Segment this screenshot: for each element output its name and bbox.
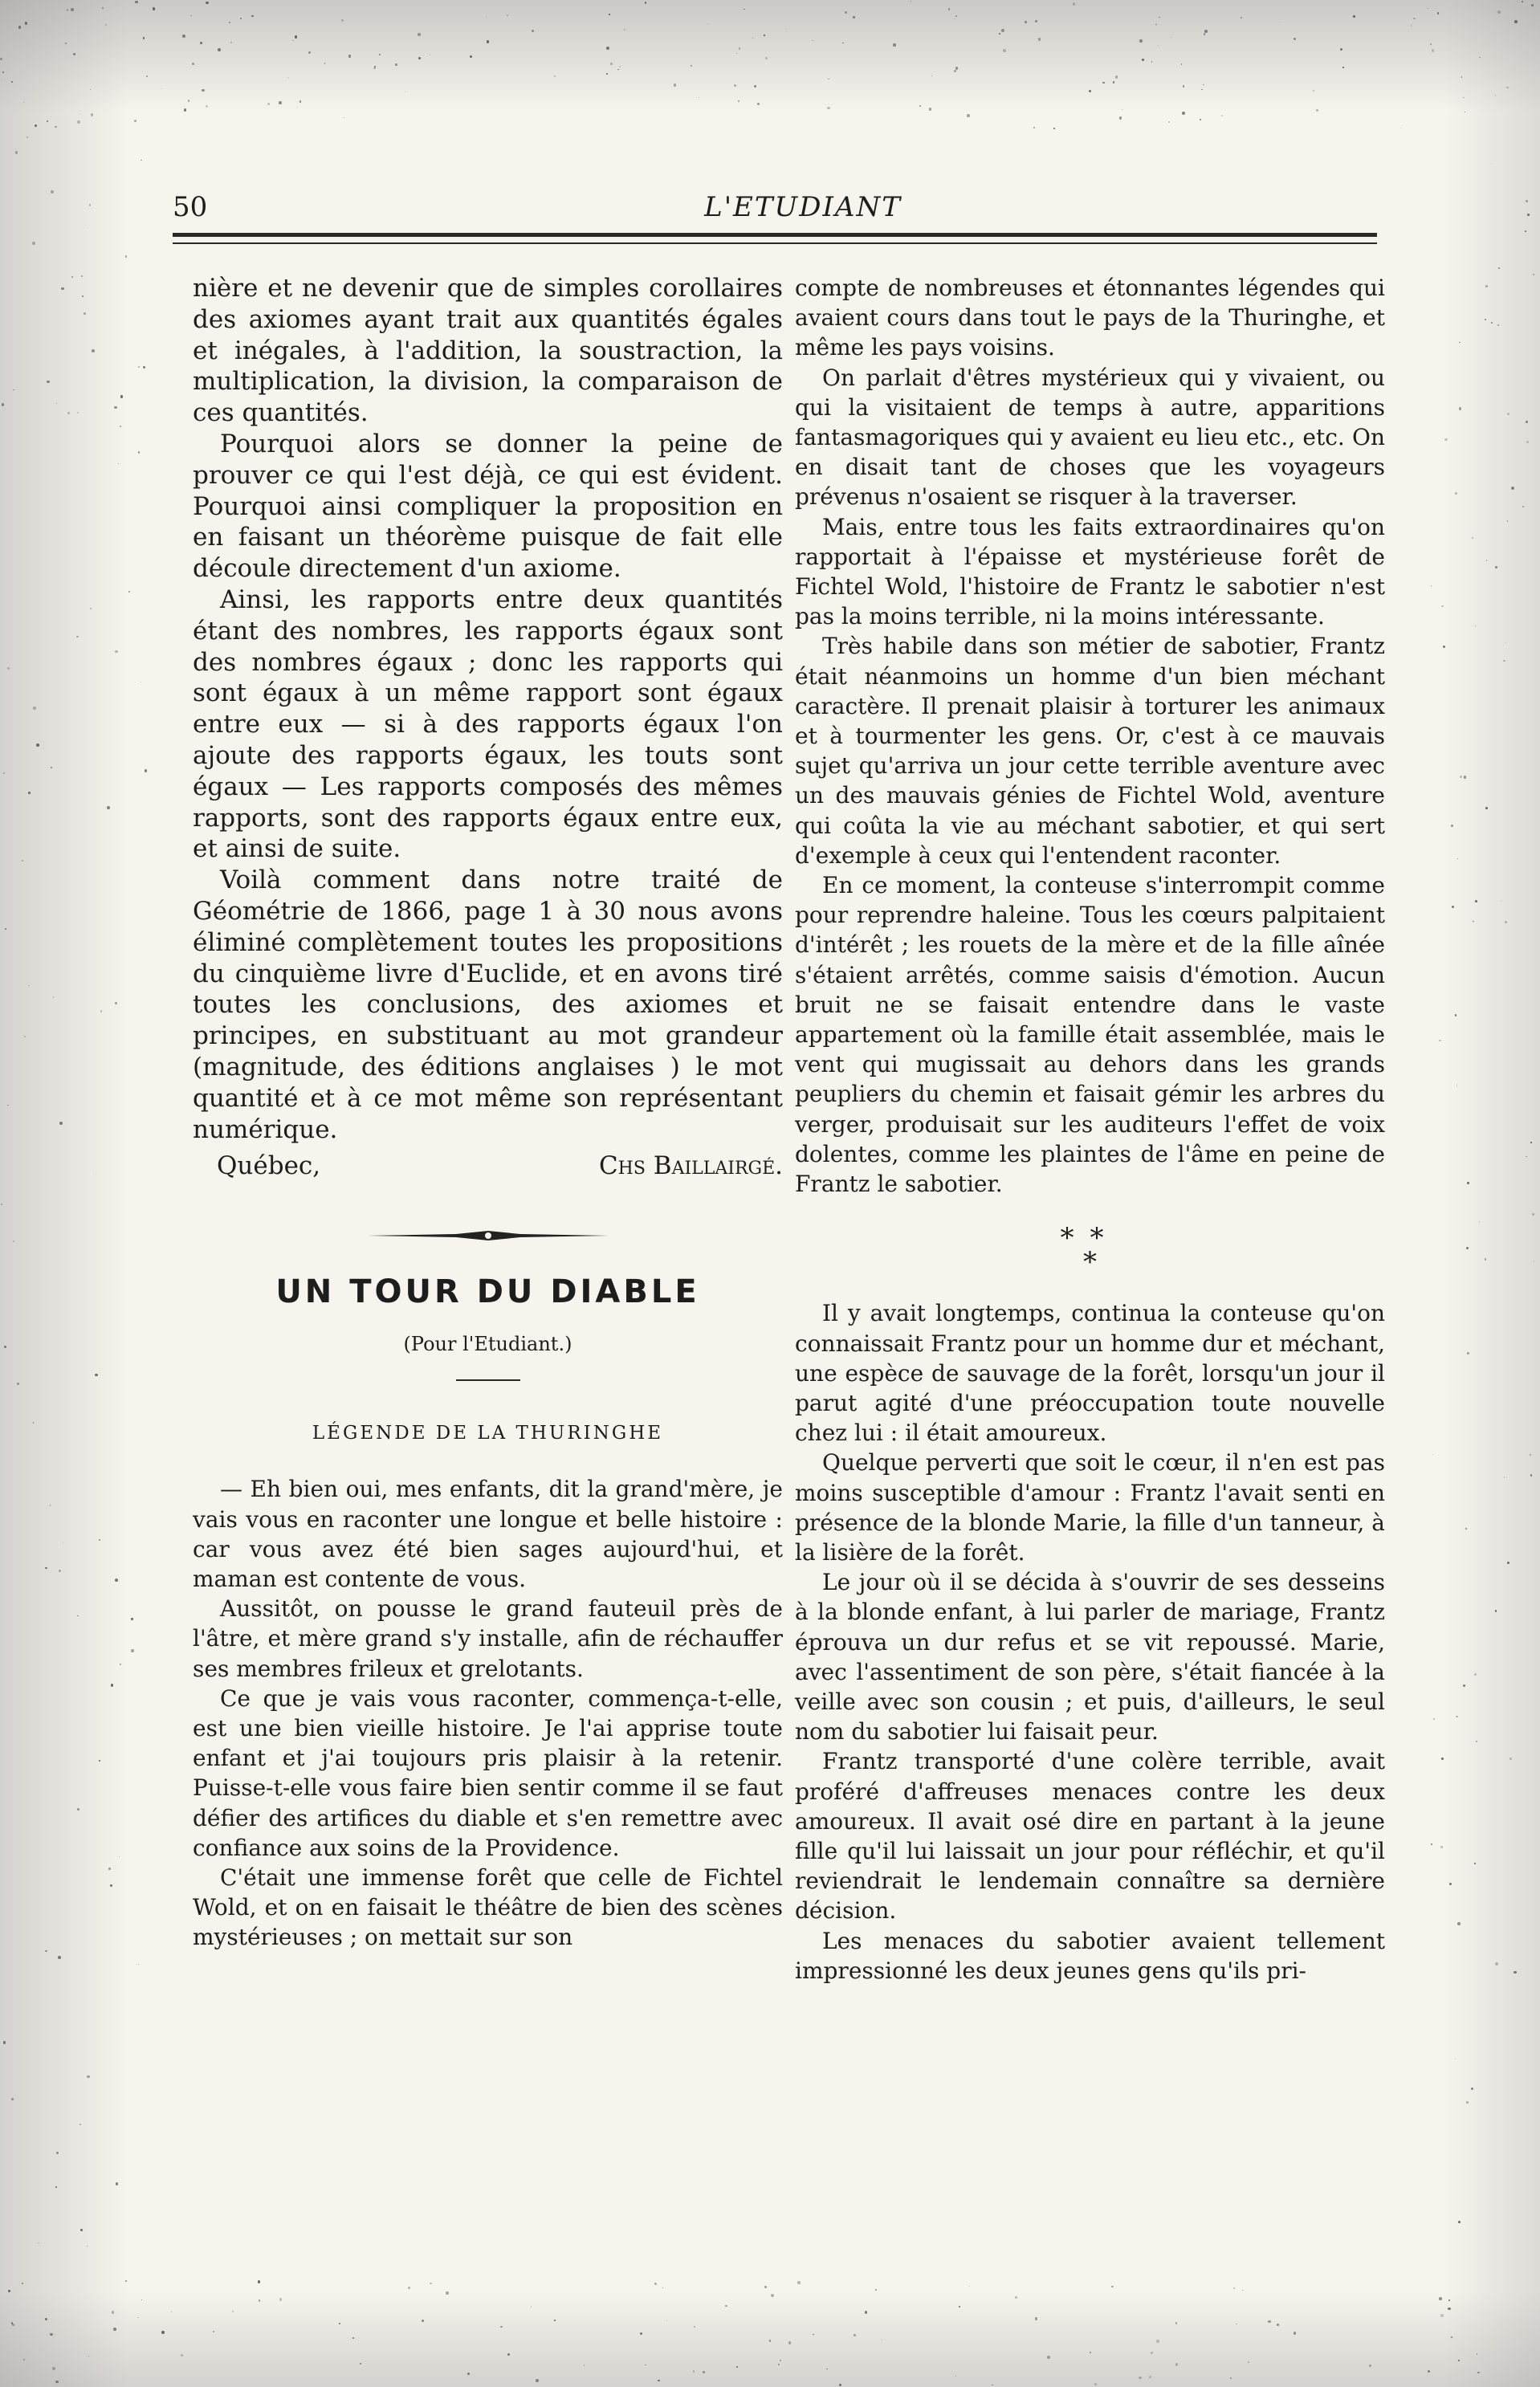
paper-speck xyxy=(35,124,36,126)
paper-speck xyxy=(1089,90,1091,92)
article-paragraph-3: Ce que je vais vous raconter, commença-t-elle, est une bien vieille histoire. Je l'ai apprise toute enfant et j'ai toujours pris plaisir à la retenir. Puisse-t-elle vous faire bien sentir comme il se faut défier des artifices du diable et s'en remettre avec confiance aux soins de la Providence. xyxy=(193,1684,783,1861)
right-paragraph-6: Il y avait longtemps, continua la conteuse qu'on connaissait Frantz pour un homme dur et méchant, une espèce de sauvage de la forêt, lorsqu'un jour il parut agité d'une préoccupation toute nouvelle chez lui : il était amoureux. xyxy=(795,1300,1385,1447)
paper-speck xyxy=(288,77,289,78)
paper-edge-shadow-top xyxy=(0,0,1540,112)
paper-speck xyxy=(143,366,145,369)
paper-speck xyxy=(7,1105,8,1106)
paper-speck xyxy=(1514,20,1518,23)
paper-speck xyxy=(955,67,958,69)
paper-speck xyxy=(26,136,28,138)
paper-speck xyxy=(131,1649,134,1652)
right-paragraph-2: On parlait d'êtres mystérieux qui y vivaient, ou qui la visitaient de temps à autre, apparitions fantasmagoriques qui y avaient eu lieu etc., etc. On en disait tant de choses que les voyageurs prévenus n'osaient se risquer à la traverser. xyxy=(795,364,1385,511)
paper-speck xyxy=(1495,1610,1497,1611)
paper-speck xyxy=(1467,1182,1469,1184)
paper-speck xyxy=(606,47,609,50)
paper-speck xyxy=(107,806,110,809)
paper-speck xyxy=(1466,1247,1469,1249)
paper-speck xyxy=(1413,18,1415,19)
article-for-line: (Pour l'Etudiant.) xyxy=(403,1333,572,1356)
paper-speck xyxy=(92,349,95,352)
paper-speck xyxy=(1527,214,1530,216)
paper-speck xyxy=(693,2370,695,2372)
paper-speck xyxy=(1505,921,1507,923)
paper-speck xyxy=(113,2328,116,2331)
paper-speck xyxy=(771,2294,774,2297)
paper-speck xyxy=(1033,127,1035,128)
paper-speck xyxy=(1221,115,1223,116)
paper-speck xyxy=(703,2371,705,2373)
right-paragraph-9: Frantz transporté d'une colère terrible, avait proféré d'affreuses menaces contre les deux amoureux. Il avait osé dire en partant à la jeune fille qu'il lui laissait un jour pour réfléchir, et qu'il reviendrait le lendemain connaître sa dernière décision. xyxy=(795,1748,1385,1925)
paper-speck xyxy=(999,33,1000,34)
paper-speck xyxy=(780,2360,781,2361)
paper-speck xyxy=(1340,48,1342,51)
paper-speck xyxy=(379,54,381,55)
paper-speck xyxy=(624,29,625,31)
header-rule-thin xyxy=(173,242,1377,244)
paper-speck xyxy=(36,743,39,747)
paper-speck xyxy=(1151,2352,1153,2354)
paper-speck xyxy=(1526,421,1528,423)
paper-speck xyxy=(5,928,6,930)
paper-speck xyxy=(959,2306,960,2308)
paper-speck xyxy=(279,101,282,104)
paper-speck xyxy=(99,1760,100,1762)
paper-speck xyxy=(1015,2296,1017,2299)
paper-speck xyxy=(1313,90,1314,91)
paper-speck xyxy=(754,85,756,88)
paper-speck xyxy=(52,2367,55,2370)
paper-speck xyxy=(1511,487,1514,490)
paper-speck xyxy=(360,2363,361,2364)
paper-speck xyxy=(85,225,86,226)
paper-speck xyxy=(13,1240,14,1242)
paper-speck xyxy=(1459,407,1462,410)
paper-speck xyxy=(1268,2320,1270,2323)
paper-speck xyxy=(45,2318,47,2320)
paper-speck xyxy=(1294,2332,1297,2335)
paper-speck xyxy=(279,2298,282,2300)
paper-speck xyxy=(1474,1863,1475,1864)
paper-speck xyxy=(61,287,64,291)
paper-speck xyxy=(1439,1040,1441,1042)
paper-speck xyxy=(1035,20,1037,22)
paper-speck xyxy=(45,1950,47,1952)
paper-speck xyxy=(764,2286,766,2287)
paper-edge-shadow-bottom xyxy=(0,2291,1540,2387)
paper-edge-shadow-left xyxy=(0,0,128,2387)
paper-speck xyxy=(28,985,29,986)
paper-speck xyxy=(137,2317,138,2318)
paper-speck xyxy=(1353,15,1355,18)
paper-speck xyxy=(1474,1673,1477,1676)
paper-speck xyxy=(1471,2088,1473,2090)
right-paragraph-4: Très habile dans son métier de sabotier, Frantz était néanmoins un homme d'un bien méchant caractère. Il prenait plaisir à torturer les animaux et à tourmenter les gens. Or, c'est à ce mauvais sujet qu'arriva un jour cette terrible aventure avec un des mauvais génies de Fichtel Wold, aventure qui coûta la vie au méchant sabotier, et qui sert d'exemple à ceux qui l'entendent raconter. xyxy=(795,633,1385,869)
paper-speck xyxy=(131,1618,132,1619)
paper-speck xyxy=(1428,2370,1430,2373)
article-title: UN TOUR DU DIABLE xyxy=(275,1273,700,1311)
paper-speck xyxy=(853,16,855,18)
paper-speck xyxy=(1316,109,1318,112)
paper-speck xyxy=(1119,116,1122,120)
paper-speck xyxy=(111,1684,113,1686)
paper-speck xyxy=(967,114,970,117)
paper-speck xyxy=(11,81,13,83)
paper-speck xyxy=(1495,1962,1498,1965)
paper-speck xyxy=(1183,85,1184,87)
paper-speck xyxy=(486,17,487,18)
paper-speck xyxy=(55,2186,57,2188)
paper-speck xyxy=(12,2324,14,2326)
paper-speck xyxy=(1485,807,1488,809)
paper-speck xyxy=(200,42,202,44)
paper-speck xyxy=(1440,2314,1444,2317)
paper-speck xyxy=(408,2287,410,2289)
paper-speck xyxy=(134,120,136,122)
paper-speck xyxy=(1038,38,1041,40)
paper-speck xyxy=(797,2281,800,2283)
paper-speck xyxy=(143,37,145,39)
paper-speck xyxy=(1035,2317,1037,2320)
paper-speck xyxy=(7,667,9,669)
paper-speck xyxy=(51,190,54,193)
paper-speck xyxy=(1111,2286,1113,2287)
paper-speck xyxy=(28,792,31,794)
paper-speck xyxy=(38,2242,39,2243)
paper-speck xyxy=(50,2333,52,2336)
paper-speck xyxy=(118,463,119,464)
paper-speck xyxy=(430,2283,431,2284)
paper-speck xyxy=(662,2287,663,2288)
header-rule-thick xyxy=(173,233,1377,237)
paper-speck xyxy=(617,69,618,70)
right-column xyxy=(795,273,1385,1986)
paper-speck xyxy=(80,2229,83,2231)
paper-speck xyxy=(2,403,4,405)
paper-speck xyxy=(1248,2361,1249,2363)
paper-speck xyxy=(606,73,608,75)
paper-speck xyxy=(145,769,147,772)
paper-speck xyxy=(58,1956,61,1959)
paper-speck xyxy=(955,15,957,17)
paper-speck xyxy=(259,2299,261,2302)
running-title: L'ETUDIANT xyxy=(704,191,902,223)
signature xyxy=(193,1150,783,1182)
paper-speck xyxy=(84,312,85,314)
paper-speck xyxy=(1503,660,1505,662)
paper-speck xyxy=(422,2320,424,2322)
left-paragraph-1: nière et ne devenir que de simples corollaires des axiomes ayant trait aux quantités égales et inégales, à l'addition, la soustraction, la multiplication, la division, la comparaison de ces quantités. xyxy=(193,274,783,428)
paper-speck xyxy=(778,2364,780,2365)
paper-speck xyxy=(1475,625,1476,626)
paper-speck xyxy=(51,767,52,768)
paper-speck xyxy=(507,2353,510,2356)
paper-speck xyxy=(120,395,124,398)
paper-speck xyxy=(1460,776,1462,778)
paper-speck xyxy=(1139,39,1143,43)
paper-speck xyxy=(348,55,352,58)
paper-speck xyxy=(1522,506,1524,507)
paper-speck xyxy=(232,2311,234,2312)
paper-speck xyxy=(1113,81,1114,83)
paper-speck xyxy=(1047,2356,1050,2359)
right-paragraph-3: Mais, entre tous les faits extraordinaires qu'on rapportait à l'épaisse et mystérieuse forêt de Fichtel Wold, l'histoire de Frantz le sabotier n'est pas la moins terrible, ni la moins intéressante. xyxy=(795,513,1385,630)
paper-speck xyxy=(1491,322,1493,324)
paper-speck xyxy=(299,100,302,103)
paper-speck xyxy=(18,26,21,28)
paper-speck xyxy=(954,70,955,71)
asterism-glyph-bottom: * xyxy=(1083,1246,1097,1279)
paper-speck xyxy=(1294,38,1296,40)
paper-speck xyxy=(116,2182,118,2185)
paper-speck xyxy=(213,2331,214,2332)
paper-speck xyxy=(1431,1843,1432,1845)
paper-speck xyxy=(765,57,768,59)
paper-speck xyxy=(619,66,621,67)
paper-speck xyxy=(1507,413,1509,415)
paper-edge-shadow-right xyxy=(1444,0,1540,2387)
paper-speck xyxy=(2,71,4,73)
paper-speck xyxy=(1142,59,1144,61)
signature-name: Chs Baillairgé. xyxy=(598,1151,783,1181)
paper-speck xyxy=(1444,438,1447,441)
paper-speck xyxy=(1507,1562,1509,1564)
paper-speck xyxy=(1432,1454,1433,1455)
paper-speck xyxy=(206,105,208,108)
right-paragraph-7: Quelque perverti que soit le cœur, il n'en est pas moins susceptible d'amour : Frantz l'avait senti en présence de la blonde Marie, la fille d'un tanneur, à la lisière de la forêt. xyxy=(795,1449,1385,1566)
paper-speck xyxy=(1441,605,1443,607)
paper-speck xyxy=(105,24,107,26)
paper-speck xyxy=(22,2283,23,2284)
paper-speck xyxy=(1,1204,2,1205)
paper-speck xyxy=(89,204,91,206)
paper-speck xyxy=(138,1964,139,1965)
paper-speck xyxy=(128,591,130,593)
paper-speck xyxy=(1455,492,1457,495)
paper-speck xyxy=(487,40,489,43)
paper-speck xyxy=(192,63,194,65)
paper-speck xyxy=(47,120,48,122)
paper-speck xyxy=(764,35,765,36)
paper-speck xyxy=(1200,119,1201,120)
paper-speck xyxy=(91,113,94,116)
paper-speck xyxy=(1441,1758,1443,1759)
paper-speck xyxy=(1497,324,1499,326)
paper-speck xyxy=(115,1002,116,1004)
signature-place: Québec, xyxy=(217,1151,321,1181)
paper-speck xyxy=(11,2098,14,2100)
paper-speck xyxy=(22,860,23,862)
paper-speck xyxy=(654,2283,657,2285)
paper-speck xyxy=(865,2311,867,2313)
left-column xyxy=(193,273,783,1953)
paper-speck xyxy=(1168,121,1170,123)
left-paragraph-2: Pourquoi alors se donner la peine de prouver ce qui l'est déjà, ce qui est évident. Pourquoi ainsi compliquer la proposition en en faisant un théorème puisque de fait elle découle directement d'un axiome. xyxy=(193,429,783,584)
paper-speck xyxy=(1230,2377,1232,2379)
paper-speck xyxy=(1430,43,1432,45)
paper-speck xyxy=(95,1374,97,1376)
paper-speck xyxy=(446,2291,449,2295)
paper-speck xyxy=(1094,2383,1097,2385)
paper-speck xyxy=(47,381,50,384)
paper-speck xyxy=(76,636,78,637)
paper-speck xyxy=(1497,10,1500,13)
paper-speck xyxy=(55,2381,58,2383)
paper-speck xyxy=(32,242,35,245)
paper-speck xyxy=(251,15,253,17)
paper-speck xyxy=(1440,1846,1443,1848)
paper-speck xyxy=(1102,82,1105,84)
paper-speck xyxy=(1456,1716,1457,1717)
paper-speck xyxy=(769,2340,771,2341)
article-subtitle: LÉGENDE DE LA THURINGHE xyxy=(312,1423,664,1444)
paper-speck xyxy=(1241,17,1242,18)
paper-speck xyxy=(374,66,376,67)
paper-speck xyxy=(786,31,787,32)
paper-speck xyxy=(674,84,677,87)
paper-speck xyxy=(341,19,344,22)
page-number: 50 xyxy=(173,191,208,223)
paper-speck xyxy=(1475,900,1477,902)
paper-speck xyxy=(1514,1971,1516,1974)
paper-speck xyxy=(1342,67,1344,68)
right-paragraph-1: compte de nombreuses et étonnantes légendes qui avaient cours dans tout le pays de la Thuringhe, et même les pays voisins. xyxy=(795,275,1385,361)
paper-speck xyxy=(258,2280,261,2283)
right-paragraph-10: Les menaces du sabotier avaient tellement impressionné les deux jeunes gens qu'ils pri- xyxy=(795,1927,1385,1984)
paper-speck xyxy=(81,275,83,277)
section-break-asterisks xyxy=(795,1222,1385,1279)
paper-speck xyxy=(1457,1922,1460,1925)
right-paragraph-8: Le jour où il se décida à s'ouvrir de ses desseins à la blonde enfant, à lui parler de mariage, Frantz éprouva un dur refus et se vit repoussé. Marie, avec l'assentiment de son père, s'était fiancée à la veille avec son cousin ; et puis, d'ailleurs, le seul nom du sabotier lui faisait peur. xyxy=(795,1569,1385,1745)
paper-speck xyxy=(969,2286,970,2287)
paper-speck xyxy=(1431,585,1432,586)
paper-speck xyxy=(1459,342,1460,343)
paper-speck xyxy=(141,160,142,161)
paper-speck xyxy=(1439,2297,1442,2300)
paper-speck xyxy=(65,43,67,44)
paper-speck xyxy=(1001,29,1004,32)
paper-speck xyxy=(1530,1142,1531,1143)
paper-speck xyxy=(1451,825,1453,827)
paper-speck xyxy=(138,451,140,453)
paper-speck xyxy=(125,2280,127,2282)
paper-speck xyxy=(734,84,736,87)
paper-speck xyxy=(893,43,896,47)
paper-speck xyxy=(1530,1474,1532,1476)
paper-speck xyxy=(24,1036,26,1037)
paper-speck xyxy=(202,89,205,92)
right-paragraph-5: En ce moment, la conteuse s'interrompit comme pour reprendre haleine. Tous les cœurs palpitaient d'intérêt ; les rouets de la mère et de la fille aînée s'étaient arrêtés, comme saisis d'émotion. Aucun bruit ne se faisait entendre dans le vaste appartement où la famille était assemblée, mais le vent qui mugissait au dehors dans les grands peupliers du chemin et faisait gémir les arbres du verger, produisait sur les auditeurs l'effet de voix dolentes, comme les plaintes de l'âme en peine de Frantz le sabotier. xyxy=(795,872,1385,1198)
paper-speck xyxy=(1507,520,1508,521)
left-paragraph-4: Voilà comment dans notre traité de Géométrie de 1866, page 1 à 30 nous avons éliminé complètement toutes les propositions du cinquième livre d'Euclide, et en avons tiré toutes les conclusions, des axiomes et principes, en substituant au mot grandeur (magnitude, des éditions anglaises ) le mot quantité et à ce mot même son représentant numérique. xyxy=(193,866,783,1144)
paper-speck xyxy=(188,100,190,102)
article-paragraph-2: Aussitôt, on pousse le grand fauteuil près de l'âtre, et mère grand s'y installe, afin de réchauffer ses membres frileux et grelotants. xyxy=(193,1595,783,1682)
title-short-rule xyxy=(456,1379,520,1381)
paper-speck xyxy=(141,2299,142,2300)
paper-speck xyxy=(1053,128,1055,129)
paper-speck xyxy=(1458,2221,1461,2223)
paper-speck xyxy=(297,107,298,108)
left-paragraph-3: Ainsi, les rapports entre deux quantités étant des nombres, les rapports égaux sont des nombres égaux ; donc les rapports qui sont égaux à un même rapport sont égaux entre eux — si à des rapports égaux l'on ajoute des rapports égaux, les touts sont égaux — Les rapports composés des mêmes rapports, sont des rapports égaux entre eux, et ainsi de suite. xyxy=(193,585,783,864)
paper-speck xyxy=(1534,1261,1535,1262)
paper-speck xyxy=(1495,95,1497,96)
paper-speck xyxy=(108,1868,111,1870)
ornament-icon xyxy=(368,1230,609,1241)
paper-speck xyxy=(1204,30,1208,33)
paper-speck xyxy=(1277,2324,1279,2326)
asterism-glyph: ** xyxy=(1060,1222,1120,1255)
paper-speck xyxy=(536,2379,539,2382)
paper-speck xyxy=(1479,1221,1480,1222)
paper-speck xyxy=(59,1122,63,1125)
ornamental-rule xyxy=(193,1230,783,1241)
paper-speck xyxy=(267,103,270,105)
paper-speck xyxy=(115,650,118,654)
paper-speck xyxy=(17,1383,19,1385)
paper-speck xyxy=(25,22,27,24)
paper-speck xyxy=(114,406,116,409)
paper-speck xyxy=(3,2041,6,2044)
paper-speck xyxy=(1457,858,1458,859)
paper-speck xyxy=(33,707,35,709)
paper-speck xyxy=(1151,61,1152,62)
paper-speck xyxy=(1498,267,1500,269)
article-paragraph-1: — Eh bien oui, mes enfants, dit la grand'mère, je vais vous en raconter une longue et belle histoire : car vous avez été bien sages aujourd'hui, et maman est contente de vous. xyxy=(193,1476,783,1592)
paper-speck xyxy=(229,22,230,23)
paper-speck xyxy=(845,11,847,14)
paper-speck xyxy=(931,75,932,76)
paper-speck xyxy=(206,2,208,4)
paper-speck xyxy=(738,100,739,102)
paper-speck xyxy=(1433,1718,1435,1720)
paper-speck xyxy=(45,1567,47,1570)
paper-speck xyxy=(53,996,54,997)
paper-speck xyxy=(13,389,14,391)
paper-speck xyxy=(1233,2287,1235,2289)
paper-speck xyxy=(138,366,140,368)
paper-speck xyxy=(1182,112,1185,115)
article-paragraph-4: C'était une immense forêt que celle de Fichtel Wold, et on en faisait le théâtre de bien des scènes mystérieuses ; on mettait sur son xyxy=(193,1864,783,1951)
paper-speck xyxy=(875,2289,876,2290)
paper-speck xyxy=(1175,2363,1178,2365)
paper-speck xyxy=(161,2331,165,2334)
paper-speck xyxy=(110,1884,112,1886)
paper-speck xyxy=(115,1578,118,1582)
paper-speck xyxy=(1158,45,1159,46)
